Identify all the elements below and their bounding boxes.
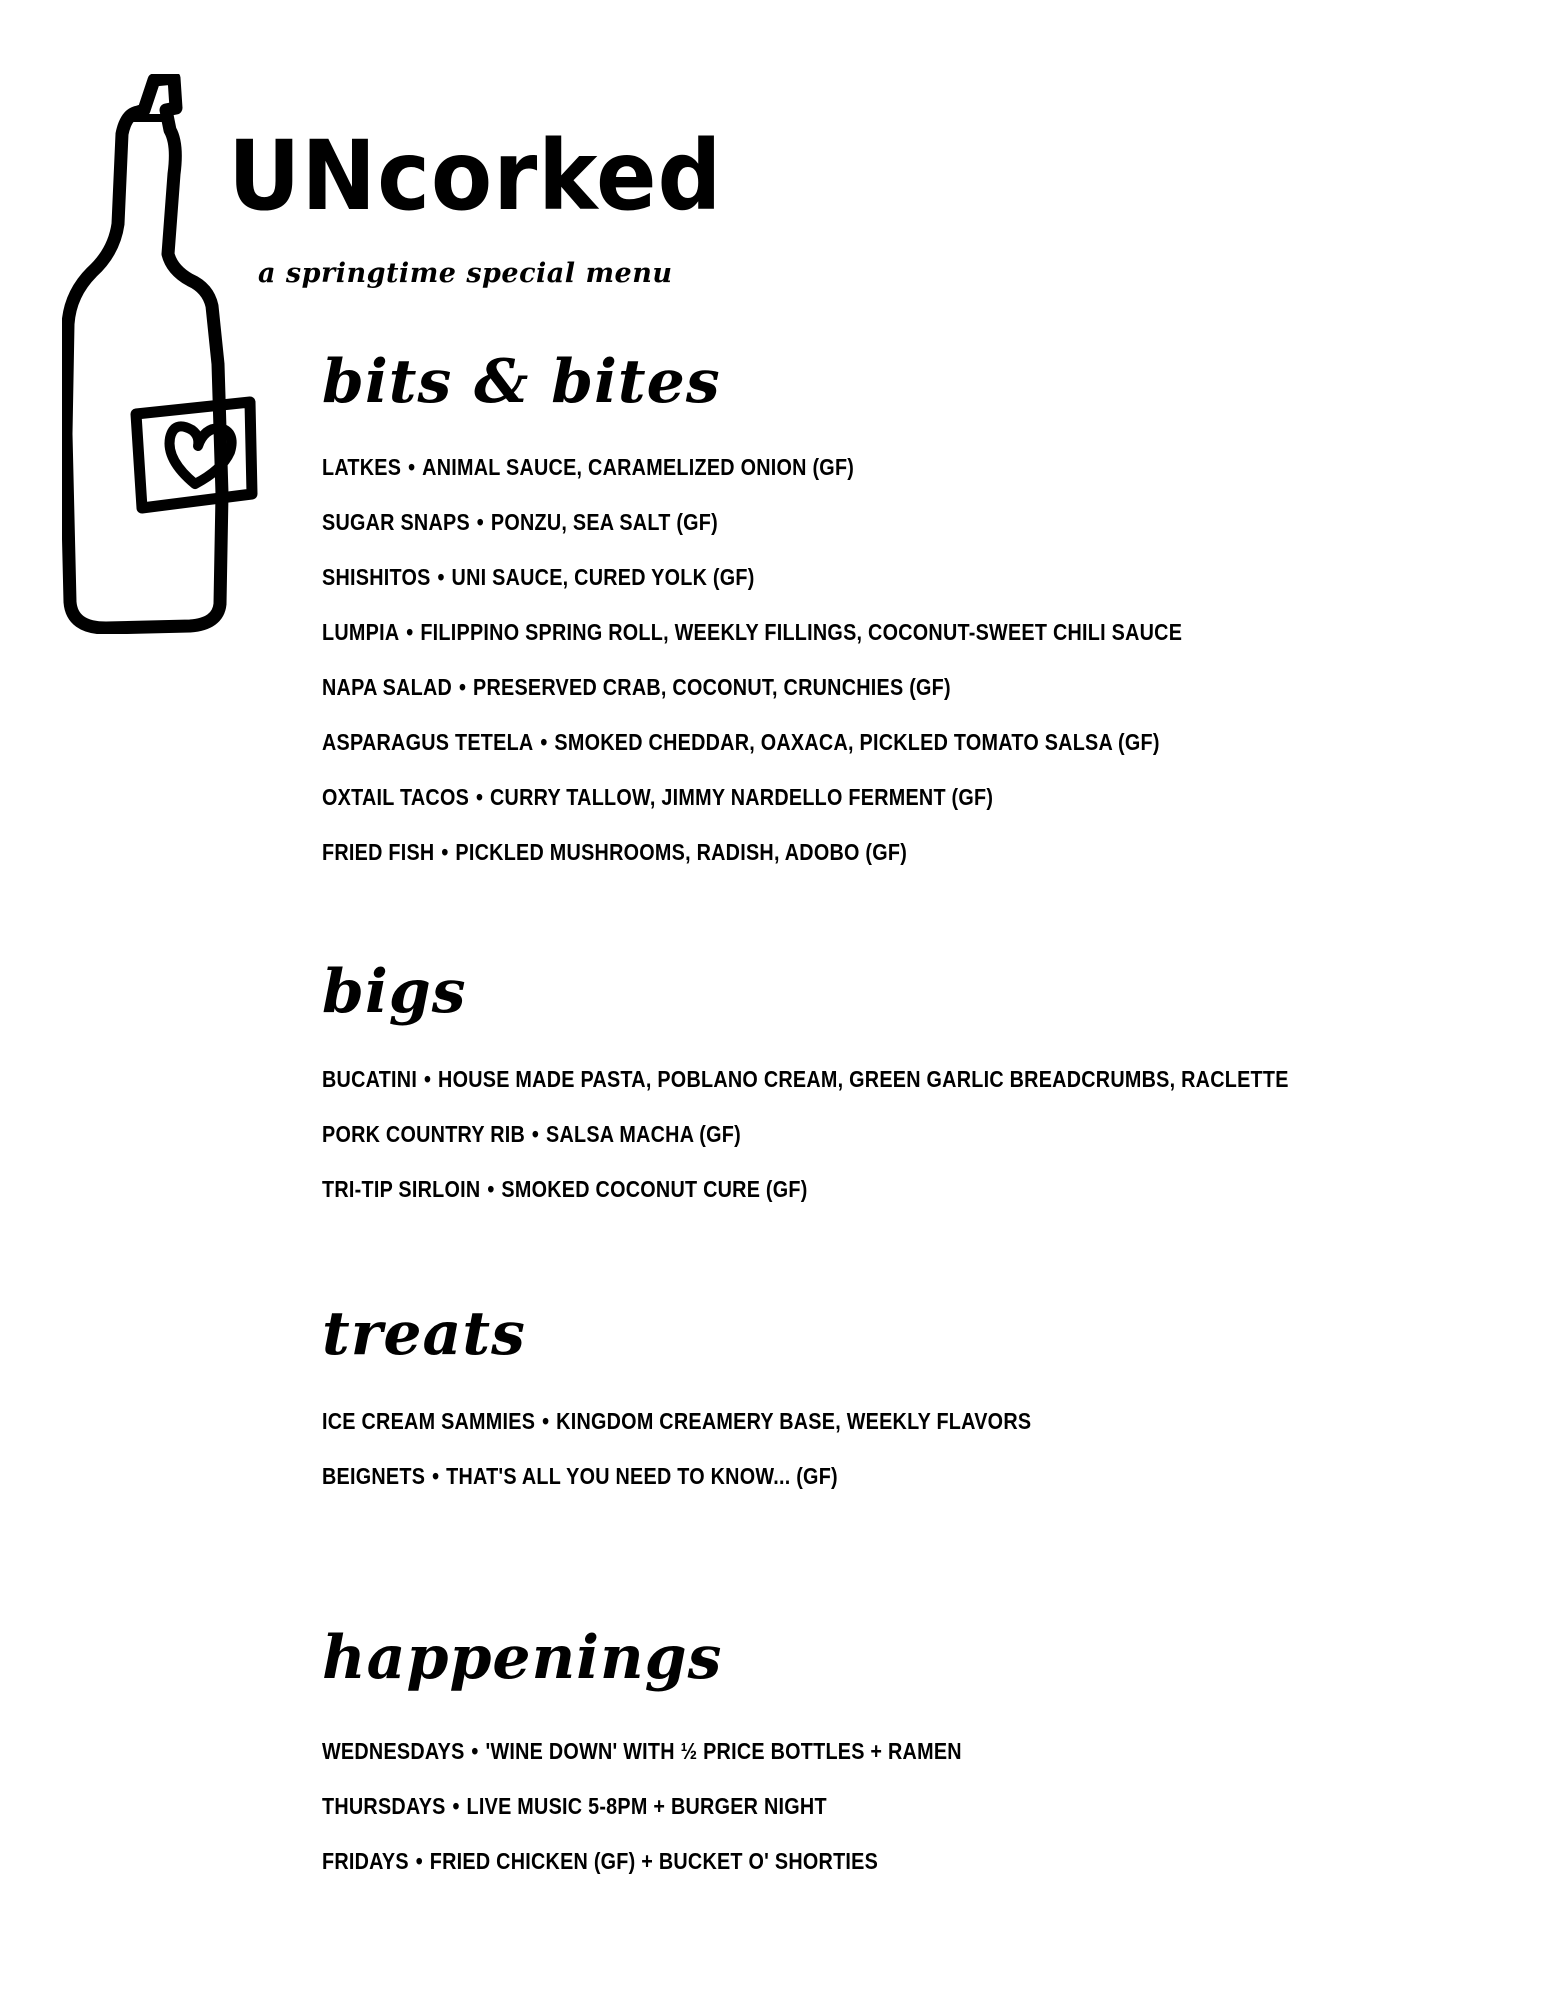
section-treats [322, 1299, 1147, 1516]
dish-name: OXTAIL TACOS [322, 784, 470, 810]
dish-name: SUGAR SNAPS [322, 509, 470, 535]
section-bits-and-bites [322, 347, 1322, 892]
dish-description: PICKLED MUSHROOMS, RADISH, ADOBO (GF) [455, 839, 908, 865]
event-description: FRIED CHICKEN (GF) + BUCKET O' SHORTIES [429, 1848, 879, 1874]
bullet-separator: • [531, 1121, 540, 1147]
bullet-separator: • [423, 1066, 432, 1092]
dish-name: ICE CREAM SAMMIES [322, 1408, 536, 1434]
menu-item [322, 782, 1182, 837]
menu-list [322, 452, 1322, 892]
dish-description: SALSA MACHA (GF) [545, 1121, 741, 1147]
menu-list [322, 1064, 1446, 1229]
menu-item [322, 1174, 1289, 1229]
dish-name: FRIED FISH [322, 839, 435, 865]
menu-title: UNcorked [228, 120, 723, 232]
dish-name: NAPA SALAD [322, 674, 453, 700]
section-title: bigs [322, 957, 467, 1027]
bullet-separator: • [406, 619, 414, 645]
dish-description: PONZU, SEA SALT (GF) [490, 509, 719, 535]
event-description: 'WINE DOWN' WITH ½ PRICE BOTTLES + RAMEN [485, 1738, 962, 1764]
menu-item [322, 727, 1182, 782]
bullet-separator: • [487, 1176, 495, 1202]
bullet-separator: • [432, 1463, 440, 1489]
bullet-separator: • [408, 454, 416, 480]
menu-list [322, 1406, 1147, 1516]
menu-item [322, 837, 1182, 892]
dish-name: SHISHITOS [322, 564, 431, 590]
dish-description: CURRY TALLOW, JIMMY NARDELLO FERMENT (GF) [490, 784, 994, 810]
dish-name: BEIGNETS [322, 1463, 426, 1489]
bullet-separator: • [415, 1848, 423, 1874]
event-item [322, 1736, 962, 1791]
section-title: happenings [322, 1623, 723, 1693]
event-item [322, 1846, 962, 1901]
bullet-separator: • [540, 729, 548, 755]
menu-item [322, 1406, 1031, 1461]
bullet-separator: • [542, 1408, 550, 1434]
menu-subtitle: a springtime special menu [258, 258, 673, 289]
event-day: FRIDAYS [322, 1848, 409, 1874]
menu-item [322, 1064, 1289, 1119]
menu-item [322, 1461, 1031, 1516]
dish-name: TRI-TIP SIRLOIN [322, 1176, 481, 1202]
dish-description: KINGDOM CREAMERY BASE, WEEKLY FLAVORS [556, 1408, 1032, 1434]
bullet-separator: • [476, 509, 484, 535]
dish-name: LATKES [322, 454, 402, 480]
bullet-separator: • [441, 839, 449, 865]
bullet-separator: • [437, 564, 445, 590]
dish-description: UNI SAUCE, CURED YOLK (GF) [451, 564, 755, 590]
dish-name: ASPARAGUS TETELA [322, 729, 534, 755]
menu-item [322, 617, 1182, 672]
menu-item [322, 672, 1182, 727]
event-description: LIVE MUSIC 5-8PM + BURGER NIGHT [466, 1793, 827, 1819]
section-bigs [322, 957, 1446, 1229]
section-happenings [322, 1623, 1066, 1901]
dish-name: LUMPIA [322, 619, 400, 645]
section-title: treats [322, 1299, 526, 1369]
event-item [322, 1791, 962, 1846]
dish-description: SMOKED CHEDDAR, OAXACA, PICKLED TOMATO SALSA (GF) [554, 729, 1160, 755]
menu-item [322, 452, 1182, 507]
event-day: WEDNESDAYS [322, 1738, 465, 1764]
dish-description: PRESERVED CRAB, COCONUT, CRUNCHIES (GF) [473, 674, 951, 700]
bullet-separator: • [452, 1793, 460, 1819]
bullet-separator: • [475, 784, 484, 810]
menu-list [322, 1736, 1066, 1901]
event-day: THURSDAYS [322, 1793, 446, 1819]
bullet-separator: • [458, 674, 467, 700]
bullet-separator: • [471, 1738, 479, 1764]
section-title: bits & bites [322, 347, 721, 417]
dish-name: PORK COUNTRY RIB [322, 1121, 526, 1147]
dish-description: THAT'S ALL YOU NEED TO KNOW... (GF) [446, 1463, 838, 1489]
menu-item [322, 507, 1182, 562]
dish-description: FILIPPINO SPRING ROLL, WEEKLY FILLINGS, COCONUT-SWEET CHILI SAUCE [420, 619, 1183, 645]
menu-item [322, 562, 1182, 617]
dish-description: SMOKED COCONUT CURE (GF) [501, 1176, 808, 1202]
dish-name: BUCATINI [322, 1066, 418, 1092]
dish-description: HOUSE MADE PASTA, POBLANO CREAM, GREEN GARLIC BREADCRUMBS, RACLETTE [438, 1066, 1289, 1092]
menu-item [322, 1119, 1289, 1174]
dish-description: ANIMAL SAUCE, CARAMELIZED ONION (GF) [422, 454, 855, 480]
